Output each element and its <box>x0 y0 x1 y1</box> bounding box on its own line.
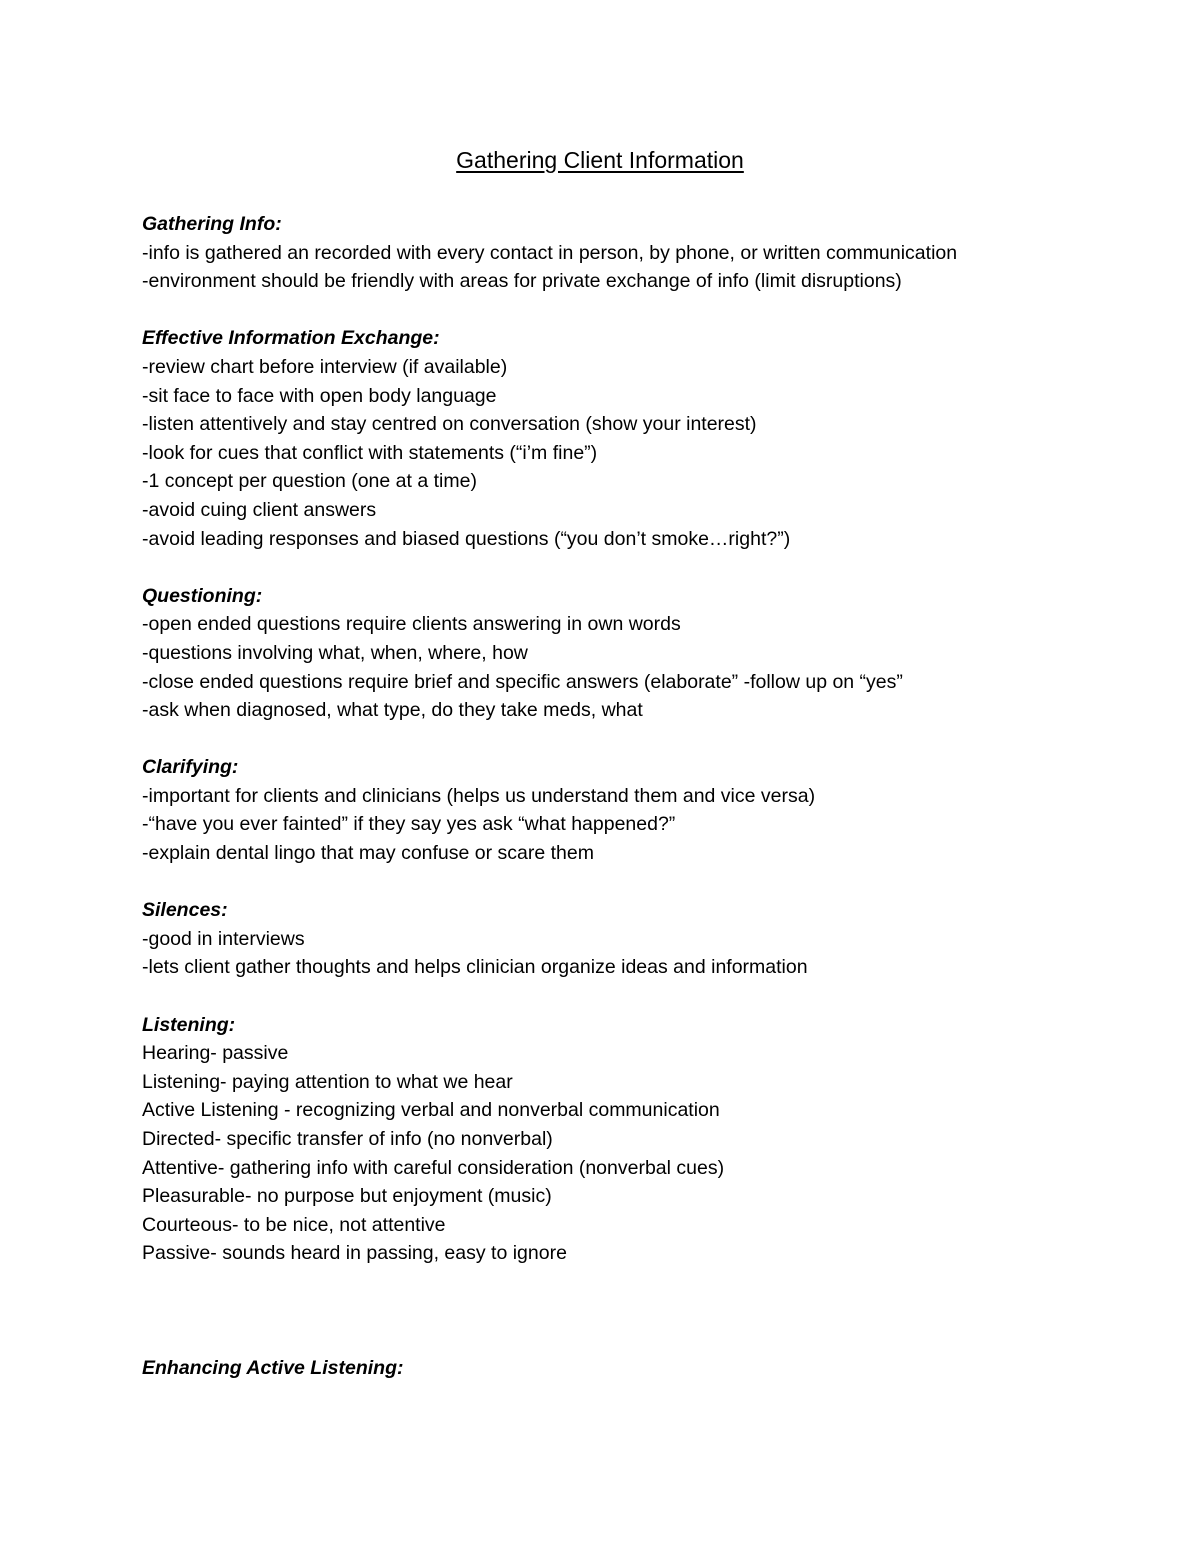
section-heading: Effective Information Exchange: <box>142 327 440 350</box>
bullet-line: -avoid cuing client answers <box>142 498 377 521</box>
bullet-line: -“have you ever fainted” if they say yes ask “what happened?” <box>142 813 676 836</box>
section-heading: Silences: <box>142 899 228 922</box>
bullet-line: -close ended questions require brief and specific answers (elaborate” -follow up on “yes” <box>142 670 903 693</box>
bullet-line: -review chart before interview (if available) <box>142 355 508 378</box>
bullet-line: -ask when diagnosed, what type, do they take meds, what <box>142 699 643 722</box>
bullet-line: -open ended questions require clients answering in own words <box>142 613 681 636</box>
bullet-line: -lets client gather thoughts and helps clinician organize ideas and information <box>142 956 808 979</box>
bullet-line: -look for cues that conflict with statements (“i’m fine”) <box>142 441 598 464</box>
section-silences <box>142 896 1162 982</box>
section-heading: Gathering Info: <box>142 213 282 235</box>
section-heading: Enhancing Active Listening: <box>142 1356 404 1379</box>
section-clarifying <box>142 753 1162 867</box>
definition-line: Hearing- passive <box>142 1042 289 1065</box>
page-title: Gathering Client Information <box>456 147 744 173</box>
bullet-line: -info is gathered an recorded with every contact in person, by phone, or written communication <box>142 241 958 264</box>
bullet-line: -environment should be friendly with areas for private exchange of info (limit disruptions) <box>142 270 902 293</box>
section-heading: Listening: <box>142 1013 236 1036</box>
definition-line: Active Listening - recognizing verbal and nonverbal communication <box>142 1099 720 1122</box>
bullet-line: -listen attentively and stay centred on conversation (show your interest) <box>142 413 757 436</box>
section-heading: Clarifying: <box>142 756 239 779</box>
section-enhancing-active-listening <box>142 1354 1162 1383</box>
section-heading: Questioning: <box>142 584 263 607</box>
bullet-line: -explain dental lingo that may confuse or scare them <box>142 842 594 865</box>
bullet-line: -good in interviews <box>142 927 305 950</box>
bullet-line: -sit face to face with open body language <box>142 384 497 407</box>
section-listening <box>142 1011 1162 1268</box>
bullet-line: -1 concept per question (one at a time) <box>142 470 477 493</box>
bullet-line: -avoid leading responses and biased questions (“you don’t smoke…right?”) <box>142 527 791 550</box>
definition-line: Directed- specific transfer of info (no nonverbal) <box>142 1128 553 1150</box>
definition-line: Passive- sounds heard in passing, easy to ignore <box>142 1242 567 1265</box>
bullet-line: -questions involving what, when, where, how <box>142 641 528 664</box>
definition-line: Attentive- gathering info with careful consideration (nonverbal cues) <box>142 1156 725 1179</box>
section-effective-information-exchange <box>142 324 1162 553</box>
document-body <box>142 210 1162 1411</box>
definition-line: Pleasurable- no purpose but enjoyment (music) <box>142 1185 552 1208</box>
section-questioning <box>142 582 1162 725</box>
definition-line: Listening- paying attention to what we hear <box>142 1070 513 1093</box>
definition-line: Courteous- to be nice, not attentive <box>142 1213 446 1236</box>
bullet-line: -important for clients and clinicians (helps us understand them and vice versa) <box>142 784 816 807</box>
section-gathering-info <box>142 210 1162 296</box>
